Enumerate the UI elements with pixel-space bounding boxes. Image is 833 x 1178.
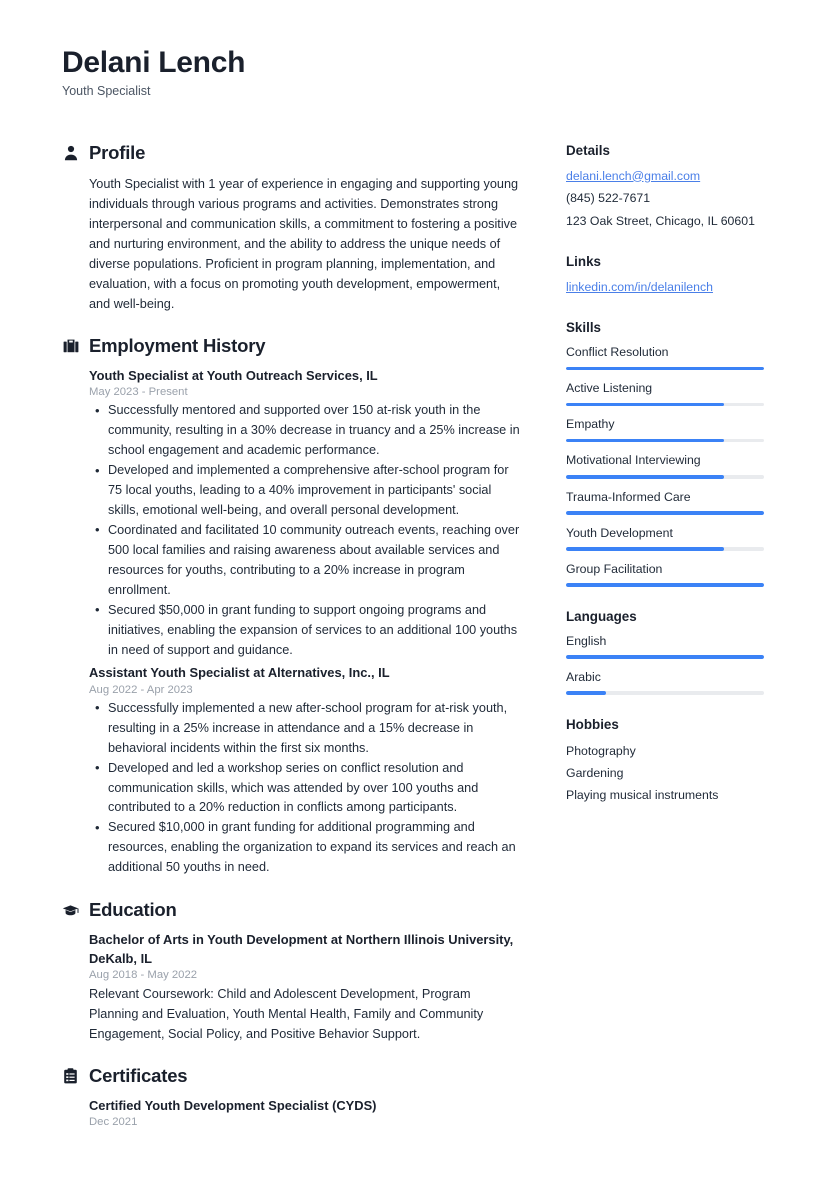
section-education bbox=[62, 899, 522, 1044]
skill-bar-track bbox=[566, 367, 764, 371]
section-education-title: Education bbox=[89, 899, 177, 921]
sidebar-column bbox=[566, 142, 771, 829]
section-education-header bbox=[62, 899, 522, 921]
skill-item bbox=[566, 561, 771, 587]
address-line: 123 Oak Street, Chicago, IL 60601 bbox=[566, 214, 755, 229]
skill-label: Youth Development bbox=[566, 525, 673, 540]
linkedin-link[interactable]: linkedin.com/in/delanilench bbox=[566, 280, 713, 295]
skill-item bbox=[566, 416, 771, 442]
sidebar-links-title: Links bbox=[566, 254, 601, 270]
bullet-item: • Secured $10,000 in grant funding for additional programming and resources, enabling the organization to expand its services and reach an additional 50 youths in need. bbox=[89, 818, 522, 878]
sidebar-block-skills bbox=[566, 320, 771, 587]
phone-number: (845) 522-7671 bbox=[566, 191, 651, 206]
section-certificates bbox=[62, 1065, 522, 1128]
skill-label: Conflict Resolution bbox=[566, 345, 669, 360]
bullet-item: • Successfully implemented a new after-school program for at-risk youth, resulting in a 25% increase in attendance and a 15% decrease in behavioral incidents within the first six months. bbox=[89, 699, 522, 759]
hobby-item: Playing musical instruments bbox=[566, 787, 719, 802]
bullet-item: • Secured $50,000 in grant funding to support ongoing programs and initiatives, enabling the expansion of services to an additional 100 youths in need of support and guidance. bbox=[89, 601, 522, 661]
section-profile bbox=[62, 142, 522, 314]
hobby-item: Photography bbox=[566, 743, 636, 758]
skill-bar-fill bbox=[566, 475, 724, 479]
employment-entry bbox=[89, 664, 522, 878]
graduation-cap-icon bbox=[62, 902, 79, 919]
skill-label: Motivational Interviewing bbox=[566, 453, 701, 468]
bullet-item: • Developed and implemented a comprehensive after-school program for 75 local youths, leading to a 40% improvement in participants' social skills, emotional well-being, and overall personal development. bbox=[89, 461, 522, 521]
section-profile-header bbox=[62, 142, 522, 164]
skill-bar-track bbox=[566, 583, 764, 587]
employment-entry-title: Youth Specialist at Youth Outreach Services, IL bbox=[89, 367, 378, 383]
language-label: Arabic bbox=[566, 669, 601, 684]
language-item bbox=[566, 633, 771, 659]
skill-item bbox=[566, 344, 771, 370]
skill-bar-fill bbox=[566, 511, 764, 515]
bullet-item: • Developed and led a workshop series on conflict resolution and communication skills, which was attended by over 100 youths and contributed to a 20% reduction in conflicts among participants. bbox=[89, 759, 522, 819]
skill-item bbox=[566, 489, 771, 515]
skill-bar-track bbox=[566, 403, 764, 407]
employment-entry-title: Assistant Youth Specialist at Alternatives, Inc., IL bbox=[89, 665, 390, 681]
skill-bar-track bbox=[566, 547, 764, 551]
skill-item bbox=[566, 525, 771, 551]
profile-text: Youth Specialist with 1 year of experience in engaging and supporting young individuals through various programs and activities. Demonstrates strong interpersonal and communication skills, a commitment to fostering a positive and nurturing environment, and the ability to address the unique needs of diverse populations. Proficient in program planning, implementation, and evaluation, with a focus on promoting youth development, empowerment, and well-being. bbox=[89, 176, 519, 311]
clipboard-icon bbox=[62, 1068, 79, 1085]
hobby-item: Gardening bbox=[566, 765, 624, 780]
employment-entry-date: May 2023 - Present bbox=[89, 386, 188, 399]
skill-item bbox=[566, 380, 771, 406]
employment-entry-bullets bbox=[89, 401, 522, 660]
sidebar-details-title: Details bbox=[566, 142, 610, 158]
sidebar-languages-title: Languages bbox=[566, 608, 637, 624]
language-bar-fill bbox=[566, 691, 606, 695]
skill-bar-track bbox=[566, 475, 764, 479]
skill-bar-fill bbox=[566, 583, 764, 587]
bullet-item: • Coordinated and facilitated 10 community outreach events, reaching over 500 local families and raising awareness about available services and resources for youths, contributing to a 20% increase in program enrollment. bbox=[89, 521, 522, 601]
skill-bar-fill bbox=[566, 547, 724, 551]
section-profile-title: Profile bbox=[89, 141, 146, 163]
candidate-job-title: Youth Specialist bbox=[62, 83, 151, 98]
education-entry-description: Relevant Coursework: Child and Adolescent Development, Program Planning and Evaluation, Youth Mental Health, Family and Community Engagement, Social Policy, and Positive Behavior Support. bbox=[89, 986, 484, 1041]
skill-bar-fill bbox=[566, 439, 724, 443]
section-employment-header bbox=[62, 335, 522, 357]
education-entry-date: Aug 2018 - May 2022 bbox=[89, 968, 198, 981]
section-profile-body bbox=[62, 174, 522, 314]
email-link[interactable]: delani.lench@gmail.com bbox=[566, 168, 701, 183]
sidebar-block-hobbies bbox=[566, 717, 771, 807]
skill-label: Trauma-Informed Care bbox=[566, 489, 691, 504]
skill-bar-fill bbox=[566, 367, 764, 371]
section-employment-title: Employment History bbox=[89, 334, 266, 356]
skill-label: Active Listening bbox=[566, 381, 653, 396]
briefcase-icon bbox=[62, 337, 79, 354]
sidebar-hobbies-title: Hobbies bbox=[566, 716, 619, 732]
section-certificates-title: Certificates bbox=[89, 1065, 188, 1086]
resume-body bbox=[62, 142, 771, 1150]
section-employment-body bbox=[62, 367, 522, 878]
certificate-entry bbox=[89, 1097, 522, 1128]
section-certificates-header bbox=[62, 1065, 522, 1087]
bullet-item: • Successfully mentored and supported over 150 at-risk youth in the community, resulting in a 30% decrease in truancy and a 25% increase in school engagement and academic performance. bbox=[89, 401, 522, 461]
sidebar-block-links bbox=[566, 254, 771, 298]
candidate-name: Delani Lench bbox=[62, 46, 246, 79]
language-item bbox=[566, 669, 771, 695]
language-bar-fill bbox=[566, 655, 764, 659]
employment-entry bbox=[89, 367, 522, 661]
education-entry-title: Bachelor of Arts in Youth Development at Northern Illinois University, DeKalb, IL bbox=[89, 932, 514, 966]
skill-bar-track bbox=[566, 511, 764, 515]
language-bar-track bbox=[566, 691, 764, 695]
sidebar-block-languages bbox=[566, 609, 771, 695]
certificate-entry-title: Certified Youth Development Specialist (CYDS) bbox=[89, 1098, 377, 1113]
skill-label: Group Facilitation bbox=[566, 561, 663, 576]
section-education-body bbox=[62, 931, 522, 1044]
language-bar-track bbox=[566, 655, 764, 659]
main-column bbox=[62, 142, 522, 1150]
resume-header bbox=[62, 46, 771, 98]
skill-bar-fill bbox=[566, 403, 724, 407]
person-icon bbox=[62, 144, 79, 161]
certificate-entry-date: Dec 2021 bbox=[89, 1116, 138, 1129]
sidebar-skills-title: Skills bbox=[566, 320, 601, 336]
section-certificates-body bbox=[62, 1097, 522, 1128]
skill-label: Empathy bbox=[566, 417, 615, 432]
employment-entry-date: Aug 2022 - Apr 2023 bbox=[89, 683, 193, 696]
section-employment bbox=[62, 335, 522, 878]
education-entry bbox=[89, 931, 522, 1044]
language-label: English bbox=[566, 633, 607, 648]
skill-bar-track bbox=[566, 439, 764, 443]
skill-item bbox=[566, 452, 771, 478]
sidebar-block-details bbox=[566, 143, 771, 233]
employment-entry-bullets bbox=[89, 699, 522, 878]
